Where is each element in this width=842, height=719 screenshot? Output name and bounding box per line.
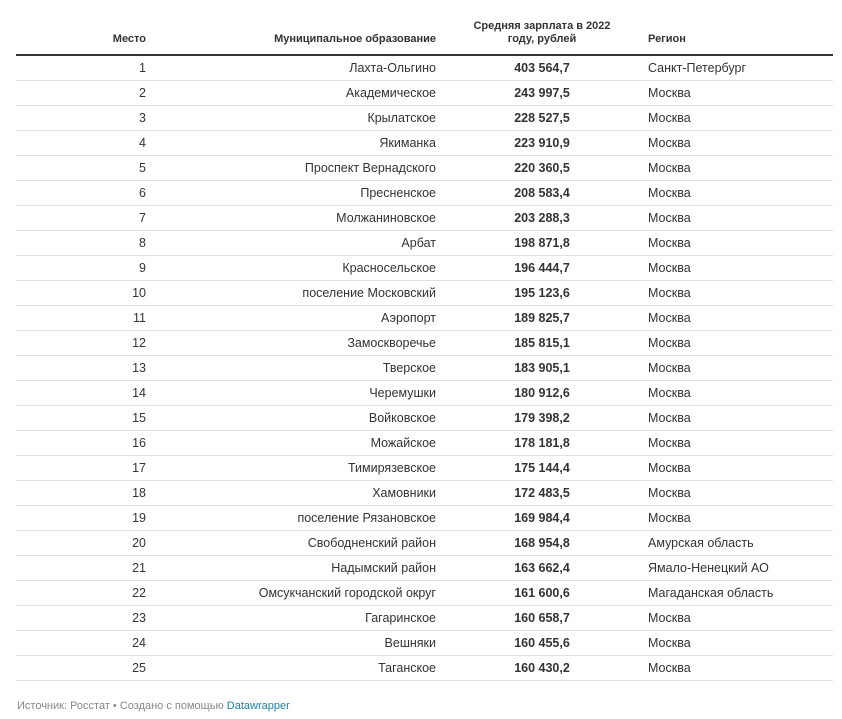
table-row: [16, 656, 833, 681]
municipality-cell: Молжаниновское: [146, 206, 436, 231]
salary-cell: 198 871,8: [436, 231, 648, 256]
rank-cell: 23: [16, 606, 146, 631]
table-row: [16, 181, 833, 206]
rank-cell: 5: [16, 156, 146, 181]
table-row: [16, 356, 833, 381]
salary-table-container: [16, 20, 833, 681]
region-cell: Москва: [648, 381, 833, 406]
table-header-row: [16, 20, 833, 55]
municipality-cell: Можайское: [146, 431, 436, 456]
region-cell: Москва: [648, 131, 833, 156]
table-row: [16, 556, 833, 581]
municipality-cell: Свободненский район: [146, 531, 436, 556]
rank-cell: 12: [16, 331, 146, 356]
municipality-cell: Пресненское: [146, 181, 436, 206]
salary-cell: 160 658,7: [436, 606, 648, 631]
rank-cell: 8: [16, 231, 146, 256]
salary-cell: 403 564,7: [436, 55, 648, 81]
rank-cell: 14: [16, 381, 146, 406]
rank-cell: 3: [16, 106, 146, 131]
table-row: [16, 156, 833, 181]
salary-cell: 243 997,5: [436, 81, 648, 106]
rank-cell: 19: [16, 506, 146, 531]
salary-cell: 223 910,9: [436, 131, 648, 156]
table-row: [16, 406, 833, 431]
table-row: [16, 606, 833, 631]
rank-cell: 22: [16, 581, 146, 606]
table-row: [16, 381, 833, 406]
footer-source: Источник: Росстат • Создано с помощью: [17, 700, 227, 712]
municipality-cell: поселение Рязановское: [146, 506, 436, 531]
region-cell: Москва: [648, 206, 833, 231]
table-row: [16, 506, 833, 531]
table-row: [16, 131, 833, 156]
rank-cell: 16: [16, 431, 146, 456]
municipality-cell: Надымский район: [146, 556, 436, 581]
table-row: [16, 456, 833, 481]
region-cell: Москва: [648, 331, 833, 356]
region-cell: Магаданская область: [648, 581, 833, 606]
salary-cell: 178 181,8: [436, 431, 648, 456]
municipality-cell: поселение Московский: [146, 281, 436, 306]
table-row: [16, 256, 833, 281]
region-cell: Москва: [648, 106, 833, 131]
region-cell: Москва: [648, 181, 833, 206]
footer-credit: [17, 700, 290, 712]
header-salary[interactable]: [436, 20, 648, 55]
municipality-cell: Гагаринское: [146, 606, 436, 631]
municipality-cell: Проспект Вернадского: [146, 156, 436, 181]
rank-cell: 15: [16, 406, 146, 431]
region-cell: Москва: [648, 156, 833, 181]
municipality-cell: Черемушки: [146, 381, 436, 406]
salary-table: [16, 20, 833, 681]
region-cell: Москва: [648, 656, 833, 681]
salary-cell: 196 444,7: [436, 256, 648, 281]
rank-cell: 13: [16, 356, 146, 381]
table-row: [16, 631, 833, 656]
table-row: [16, 106, 833, 131]
salary-cell: 183 905,1: [436, 356, 648, 381]
region-cell: Ямало-Ненецкий АО: [648, 556, 833, 581]
region-cell: Москва: [648, 231, 833, 256]
rank-cell: 6: [16, 181, 146, 206]
rank-cell: 17: [16, 456, 146, 481]
table-row: [16, 55, 833, 81]
salary-cell: 228 527,5: [436, 106, 648, 131]
datawrapper-link[interactable]: Datawrapper: [226, 700, 290, 712]
region-cell: Москва: [648, 481, 833, 506]
region-cell: Санкт-Петербург: [648, 55, 833, 81]
table-row: [16, 206, 833, 231]
salary-cell: 172 483,5: [436, 481, 648, 506]
rank-cell: 25: [16, 656, 146, 681]
municipality-cell: Таганское: [146, 656, 436, 681]
municipality-cell: Хамовники: [146, 481, 436, 506]
municipality-cell: Аэропорт: [146, 306, 436, 331]
salary-cell: 163 662,4: [436, 556, 648, 581]
salary-cell: 180 912,6: [436, 381, 648, 406]
region-cell: Амурская область: [648, 531, 833, 556]
salary-cell: 160 455,6: [436, 631, 648, 656]
region-cell: Москва: [648, 306, 833, 331]
table-row: [16, 306, 833, 331]
municipality-cell: Крылатское: [146, 106, 436, 131]
rank-cell: 2: [16, 81, 146, 106]
rank-cell: 18: [16, 481, 146, 506]
municipality-cell: Вешняки: [146, 631, 436, 656]
table-row: [16, 531, 833, 556]
region-cell: Москва: [648, 281, 833, 306]
region-cell: Москва: [648, 356, 833, 381]
municipality-cell: Тимирязевское: [146, 456, 436, 481]
municipality-cell: Арбат: [146, 231, 436, 256]
rank-cell: 21: [16, 556, 146, 581]
municipality-cell: Академическое: [146, 81, 436, 106]
region-cell: Москва: [648, 606, 833, 631]
salary-cell: 189 825,7: [436, 306, 648, 331]
region-cell: Москва: [648, 256, 833, 281]
region-cell: Москва: [648, 81, 833, 106]
region-cell: Москва: [648, 506, 833, 531]
salary-cell: 208 583,4: [436, 181, 648, 206]
rank-cell: 20: [16, 531, 146, 556]
rank-cell: 4: [16, 131, 146, 156]
region-cell: Москва: [648, 406, 833, 431]
table-row: [16, 431, 833, 456]
salary-cell: 160 430,2: [436, 656, 648, 681]
municipality-cell: Красносельское: [146, 256, 436, 281]
salary-cell: 179 398,2: [436, 406, 648, 431]
rank-cell: 1: [16, 55, 146, 81]
header-region[interactable]: Регион: [648, 20, 833, 55]
header-rank[interactable]: Место: [16, 20, 146, 55]
header-municipality[interactable]: Муниципальное образование: [146, 20, 436, 55]
salary-cell: 185 815,1: [436, 331, 648, 356]
rank-cell: 9: [16, 256, 146, 281]
rank-cell: 24: [16, 631, 146, 656]
salary-cell: 203 288,3: [436, 206, 648, 231]
salary-cell: 161 600,6: [436, 581, 648, 606]
header-salary-label: Средняя зарплата в 2022 году, рублей: [473, 20, 611, 45]
municipality-cell: Тверское: [146, 356, 436, 381]
municipality-cell: Якиманка: [146, 131, 436, 156]
municipality-cell: Замоскворечье: [146, 331, 436, 356]
salary-cell: 168 954,8: [436, 531, 648, 556]
table-row: [16, 331, 833, 356]
salary-cell: 195 123,6: [436, 281, 648, 306]
rank-cell: 7: [16, 206, 146, 231]
table-row: [16, 231, 833, 256]
municipality-cell: Лахта-Ольгино: [146, 55, 436, 81]
region-cell: Москва: [648, 456, 833, 481]
salary-cell: 169 984,4: [436, 506, 648, 531]
table-row: [16, 81, 833, 106]
municipality-cell: Омсукчанский городской округ: [146, 581, 436, 606]
rank-cell: 10: [16, 281, 146, 306]
salary-cell: 175 144,4: [436, 456, 648, 481]
table-row: [16, 481, 833, 506]
table-row: [16, 281, 833, 306]
region-cell: Москва: [648, 431, 833, 456]
table-row: [16, 581, 833, 606]
table-body: [16, 55, 833, 681]
region-cell: Москва: [648, 631, 833, 656]
salary-cell: 220 360,5: [436, 156, 648, 181]
rank-cell: 11: [16, 306, 146, 331]
municipality-cell: Войковское: [146, 406, 436, 431]
